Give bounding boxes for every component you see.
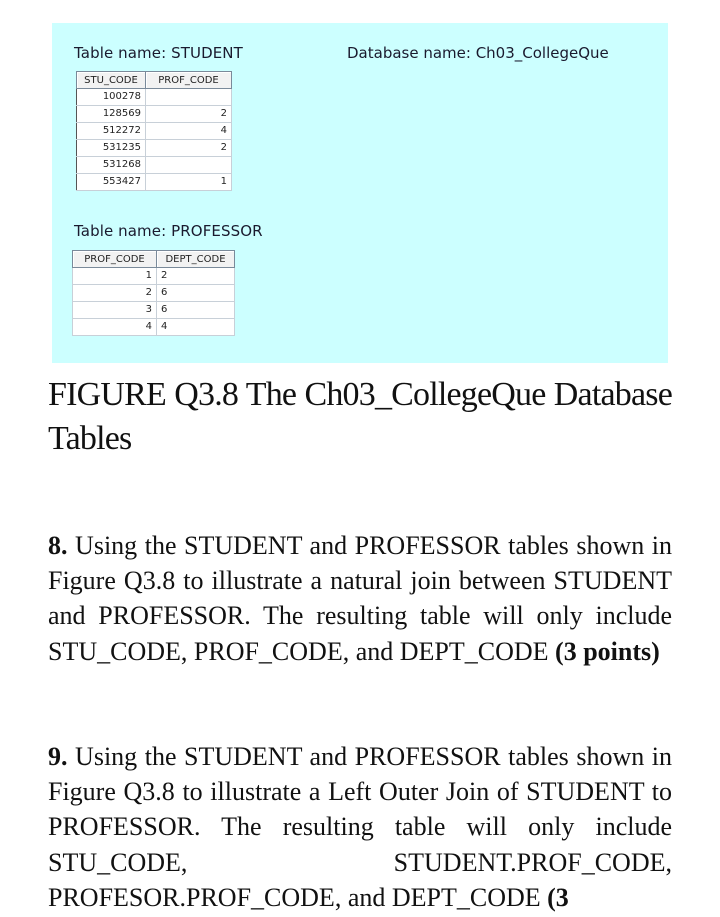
prof-code-cell: 4	[73, 319, 157, 336]
prof-code-cell: 2	[73, 285, 157, 302]
professor-table-title: Table name: PROFESSOR	[74, 222, 263, 240]
stu-code-cell: 531268	[77, 157, 146, 174]
stu-code-cell: 128569	[77, 106, 146, 123]
question-points: (3 points)	[555, 636, 660, 666]
stu-code-cell: 512272	[77, 123, 146, 140]
question-9	[48, 739, 672, 915]
stu-code-cell: 553427	[77, 174, 146, 191]
student-table-header	[77, 72, 232, 89]
prof-code-cell: 4	[146, 123, 232, 140]
table-row	[77, 174, 232, 191]
prof-code-cell: 2	[146, 140, 232, 157]
figure-panel	[52, 23, 668, 363]
table-row	[73, 319, 235, 336]
student-table-title: Table name: STUDENT	[74, 44, 243, 62]
question-text: Using the STUDENT and PROFESSOR tables shown in Figure Q3.8 to illustrate a natural join between STUDENT and PROFESSOR. The resulting table will only include STU_CODE, PROF_CODE, and DEPT_CODE	[48, 531, 672, 666]
question-8	[48, 528, 672, 669]
stu-code-cell: 531235	[77, 140, 146, 157]
dept-code-cell: 6	[157, 285, 235, 302]
table-row	[77, 123, 232, 140]
prof-code-cell: 1	[73, 268, 157, 285]
student-table	[76, 71, 232, 191]
column-header: STU_CODE	[77, 72, 146, 89]
table-row	[73, 285, 235, 302]
professor-table-header	[73, 251, 235, 268]
figure-caption: FIGURE Q3.8 The Ch03_CollegeQue Database Tables	[48, 376, 672, 457]
stu-code-cell: 100278	[77, 89, 146, 106]
professor-table	[72, 250, 235, 336]
table-row	[77, 157, 232, 174]
database-name: Database name: Ch03_CollegeQue	[347, 44, 609, 62]
column-header: PROF_CODE	[73, 251, 157, 268]
dept-code-cell: 4	[157, 319, 235, 336]
prof-code-cell: 3	[73, 302, 157, 319]
table-row	[77, 106, 232, 123]
prof-code-cell	[146, 157, 232, 174]
table-row	[73, 268, 235, 285]
dept-code-cell: 2	[157, 268, 235, 285]
question-number: 8.	[48, 531, 68, 560]
table-row	[77, 140, 232, 157]
question-number: 9.	[48, 742, 68, 771]
prof-code-cell	[146, 89, 232, 106]
question-points: (3	[547, 882, 569, 912]
prof-code-cell: 2	[146, 106, 232, 123]
dept-code-cell: 6	[157, 302, 235, 319]
table-row	[73, 302, 235, 319]
column-header: PROF_CODE	[146, 72, 232, 89]
column-header: DEPT_CODE	[157, 251, 235, 268]
question-text: Using the STUDENT and PROFESSOR tables shown in Figure Q3.8 to illustrate a Left Outer Join of STUDENT to PROFESSOR. The resulting table will only include STU_CODE, STUDENT.PROF_CODE, PROFESOR.PROF_CODE, and DEPT_CODE	[48, 742, 672, 912]
table-row	[77, 89, 232, 106]
prof-code-cell: 1	[146, 174, 232, 191]
